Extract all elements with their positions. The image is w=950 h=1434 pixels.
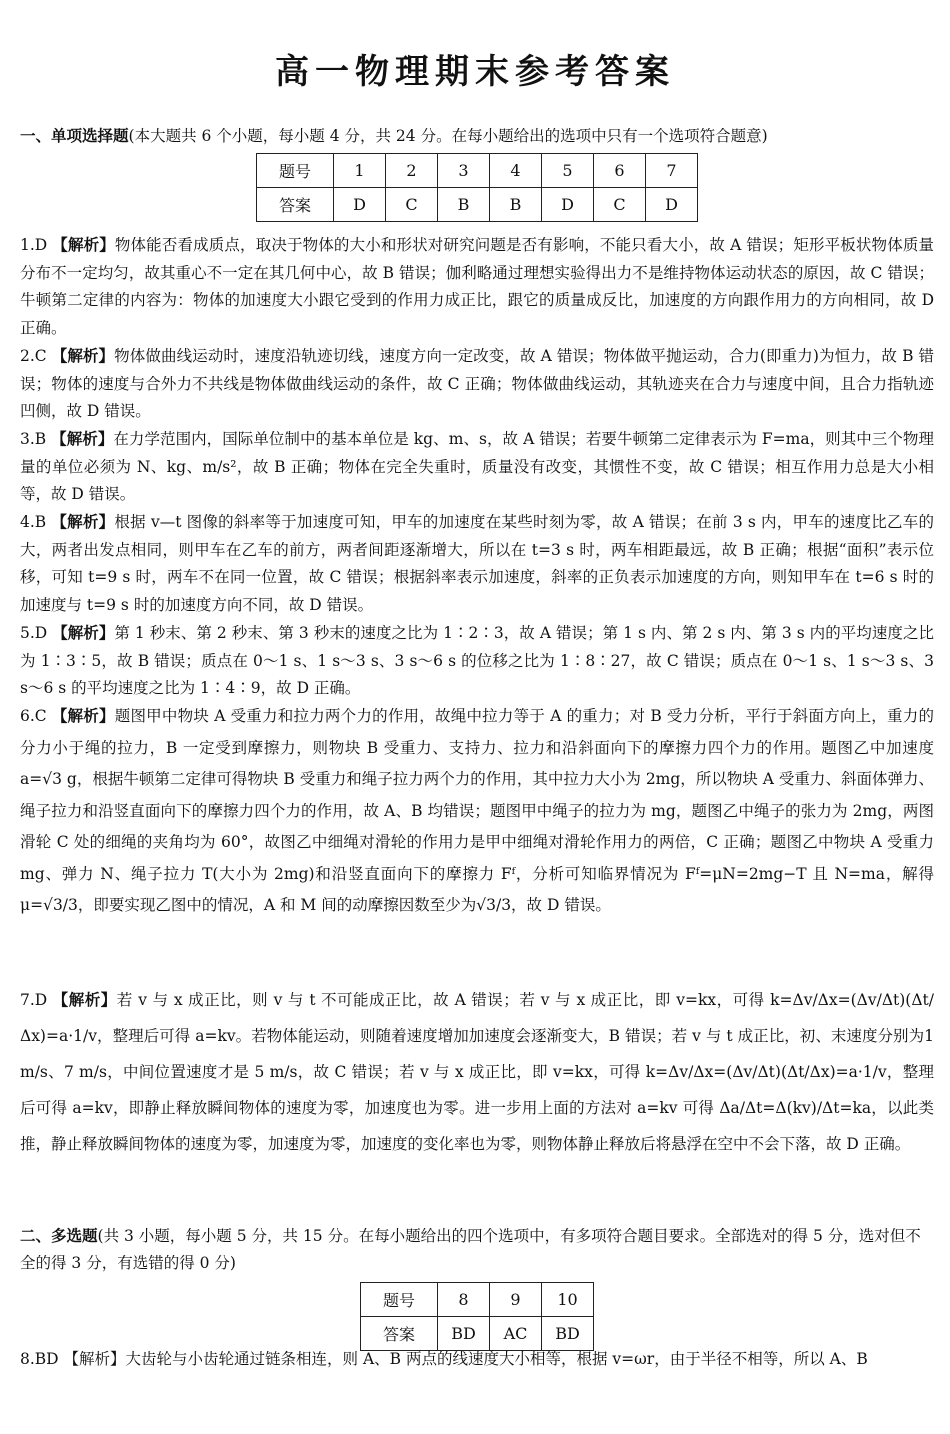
table-cell: BD	[438, 1317, 490, 1351]
item-number: 7.D	[20, 991, 48, 1009]
table-cell: C	[386, 188, 438, 222]
answer-table-2	[360, 1282, 594, 1351]
analysis-tag: 【解析】	[51, 346, 115, 365]
table-cell: BD	[542, 1317, 594, 1351]
table-cell: 1	[334, 154, 386, 188]
analysis-tag: 【解析】	[52, 623, 115, 642]
item-text: 第 1 秒末、第 2 秒末、第 3 秒末的速度之比为 1∶2∶3，故 A 错误；第 1 s 内、第 2 s 内、第 3 s 内的平均速度之比为 1∶3∶5，故 B 错误；质点在 0～1 s、1 s～3 s、3 s～6 s 的位移之比为 1∶8∶27，故 C 错误；质点在 0～1 s、1 s～3 s、3 s～6 s 的平均速度之比为 1∶4∶9，故 D 正确。	[20, 624, 934, 697]
table-cell: D	[646, 188, 698, 222]
table-row	[257, 188, 698, 222]
table-cell: 5	[542, 154, 594, 188]
analysis-tag: 【解析】	[51, 429, 114, 448]
table-cell: 2	[386, 154, 438, 188]
item-number: 2.C	[20, 347, 47, 365]
analysis-item-2	[20, 342, 934, 426]
cutoff-text: 8.BD 【解析】大齿轮与小齿轮通过链条相连，则 A、B 两点的线速度大小相等，根据 v=ωr，由于半径不相等，所以 A、B	[20, 1350, 868, 1368]
section1-heading	[20, 122, 935, 150]
table-cell: 6	[594, 154, 646, 188]
item-number: 6.C	[20, 707, 47, 725]
analysis-tag: 【解析】	[52, 990, 117, 1009]
analysis-item-6	[20, 700, 934, 922]
section2-desc: (共 3 小题，每小题 5 分，共 15 分。在每小题给出的四个选项中，有多项符合题目要求。全部选对的得 5 分，选对但不全的得 3 分，有选错的得 0 分)	[20, 1227, 921, 1272]
table-row	[361, 1283, 594, 1317]
table-cell: 8	[438, 1283, 490, 1317]
table-cell: 10	[542, 1283, 594, 1317]
section2-title: 二、多选题	[20, 1226, 98, 1245]
item-number: 3.B	[20, 430, 47, 448]
table-cell: B	[438, 188, 490, 222]
table-cell: 7	[646, 154, 698, 188]
table-header-cell: 题号	[361, 1283, 438, 1317]
item-text: 在力学范围内，国际单位制中的基本单位是 kg、m、s，故 A 错误；若要牛顿第二定律表示为 F=ma，则其中三个物理量的单位必须为 N、kg、m/s²，故 B 正确；物体在完全失重时，质量没有改变，其惯性不变，故 C 错误；相互作用力总是大小相等，故 D 错误。	[20, 430, 934, 503]
section1-title: 一、单项选择题	[20, 126, 129, 145]
table-cell: C	[594, 188, 646, 222]
table-cell: AC	[490, 1317, 542, 1351]
table-header-cell: 答案	[257, 188, 334, 222]
item-text: 若 v 与 x 成正比，则 v 与 t 不可能成正比，故 A 错误；若 v 与 x 成正比，即 v=kx，可得 k=Δv/Δx=(Δv/Δt)(Δt/Δx)=a·1/v，整理后可得 a=kv。若物体能运动，则随着速度增加加速度会逐渐变大，B 错误；若 v 与 t 成正比，初、末速度分别为1 m/s、7 m/s，中间位置速度才是 5 m/s，故 C 错误；若 v 与 x 成正比，即 v=kx，可得 k=Δv/Δx=(Δv/Δt)(Δt/Δx)=a·1/v，整理后可得 a=kv，即静止释放瞬间物体的速度为零，加速度也为零。进一步用上面的方法对 a=kv 可得 Δa/Δt=Δ(kv)/Δt=ka，以此类推，静止释放瞬间物体的速度为零，加速度为零，加速度的变化率也为零，则物体静止释放后将悬浮在空中不会下落，故 D 正确。	[20, 991, 934, 1153]
item-text: 题图甲中物块 A 受重力和拉力两个力的作用，故绳中拉力等于 A 的重力；对 B 受力分析，平行于斜面方向上，重力的分力小于绳的拉力，B 一定受到摩擦力，则物块 B 受重力、支持力、拉力和沿斜面向下的摩擦力四个力的作用。题图乙中加速度 a=√3 g，根据牛顿第二定律可得物块 B 受重力和绳子拉力两个力的作用，其中拉力大小为 2mg，所以物块 A 受重力、斜面体弹力、绳子拉力和沿竖直面向下的摩擦力四个力的作用，故 A、B 均错误；题图甲中绳子的拉力为 mg，题图乙中绳子的张力为 2mg，两图滑轮 C 处的细绳的夹角均为 60°，故图乙中细绳对滑轮的作用力是甲中细绳对滑轮作用力的两倍，C 正确；题图乙中物块 A 受重力 mg、弹力 N、绳子拉力 T(大小为 2mg)和沿竖直面向下的摩擦力 Fᶠ，分析可知临界情况为 Fᶠ=μN=2mg−T 且 N=ma，解得 μ=√3/3，即要实现乙图中的情况，A 和 M 间的动摩擦因数至少为√3/3，故 D 错误。	[20, 707, 934, 914]
analysis-item-3	[20, 425, 934, 509]
analysis-item-7	[20, 982, 934, 1162]
page-title: 高一物理期末参考答案	[275, 52, 675, 92]
table-row	[361, 1317, 594, 1351]
item-text: 根据 v—t 图像的斜率等于加速度可知，甲车的加速度在某些时刻为零，故 A 错误；在前 3 s 内，甲车的速度比乙车的大，两者出发点相同，则甲车在乙车的前方，两者间距逐渐增大，所以在 t=3 s 时，两车相距最远，故 B 正确；根据“面积”表示位移，可知 t=9 s 时，两车不在同一位置，故 C 错误；根据斜率表示加速度，斜率的正负表示加速度的方向，则知甲车在 t=6 s 时的加速度与 t=9 s 时的加速度方向不同，故 D 错误。	[20, 513, 934, 614]
item-number: 4.B	[20, 513, 47, 531]
table-cell: D	[334, 188, 386, 222]
table-cell: B	[490, 188, 542, 222]
table-header-cell: 题号	[257, 154, 334, 188]
analysis-item-4	[20, 508, 934, 619]
analysis-item-5	[20, 619, 934, 703]
section2-heading	[20, 1222, 935, 1277]
table-cell: 3	[438, 154, 490, 188]
section1-desc: (本大题共 6 个小题，每小题 4 分，共 24 分。在每小题给出的选项中只有一个选项符合题意)	[128, 127, 768, 145]
analysis-tag: 【解析】	[51, 706, 115, 725]
table-cell: 9	[490, 1283, 542, 1317]
item-text: 物体做曲线运动时，速度沿轨迹切线，速度方向一定改变，故 A 错误；物体做平抛运动，合力(即重力)为恒力，故 B 错误；物体的速度与合外力不共线是物体做曲线运动的条件，故 C 正确；物体做曲线运动，其轨迹夹在合力与速度中间，且合力指轨迹凹侧，故 D 错误。	[20, 347, 934, 420]
analysis-tag: 【解析】	[52, 235, 115, 254]
item-text: 物体能否看成质点，取决于物体的大小和形状对研究问题是否有影响，不能只看大小，故 A 错误；矩形平板状物体质量分布不一定均匀，故其重心不一定在其几何中心，故 B 错误；伽利略通过理想实验得出力不是维持物体运动状态的原因，故 C 错误；牛顿第二定律的内容为：物体的加速度大小跟它受到的作用力成正比，跟它的质量成反比，加速度的方向跟作用力的方向相同，故 D 正确。	[20, 236, 934, 337]
table-row	[257, 154, 698, 188]
item-number: 1.D	[20, 236, 48, 254]
analysis-item-1	[20, 231, 934, 342]
item-number: 5.D	[20, 624, 48, 642]
table-cell: D	[542, 188, 594, 222]
table-header-cell: 答案	[361, 1317, 438, 1351]
table-cell: 4	[490, 154, 542, 188]
cutoff-line	[20, 1350, 934, 1371]
analysis-tag: 【解析】	[51, 512, 115, 531]
answer-table-1	[256, 153, 698, 222]
